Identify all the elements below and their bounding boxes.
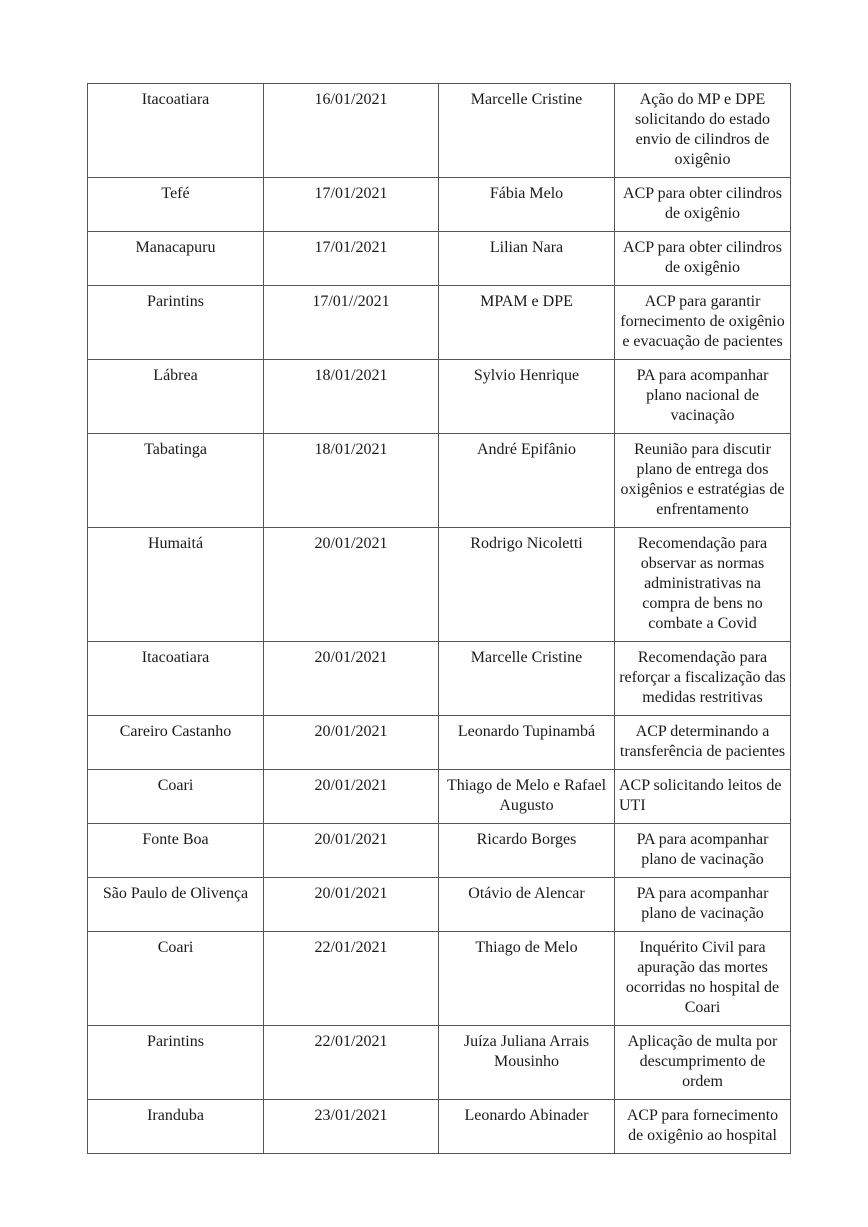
- action-cell: ACP solicitando leitos de UTI: [615, 770, 791, 824]
- date-cell: 20/01/2021: [264, 528, 439, 642]
- action-cell: PA para acompanhar plano de vacinação: [615, 824, 791, 878]
- action-cell: Recomendação para observar as normas administrativas na compra de bens no combate a Covid: [615, 528, 791, 642]
- person-cell: Fábia Melo: [439, 178, 615, 232]
- table-row: [88, 360, 791, 434]
- city-cell: Parintins: [88, 286, 264, 360]
- city-cell: Humaitá: [88, 528, 264, 642]
- action-cell: PA para acompanhar plano de vacinação: [615, 878, 791, 932]
- table-row: [88, 84, 791, 178]
- table-row: [88, 528, 791, 642]
- person-cell: Ricardo Borges: [439, 824, 615, 878]
- action-cell: Inquérito Civil para apuração das mortes ocorridas no hospital de Coari: [615, 932, 791, 1026]
- table-row: [88, 878, 791, 932]
- date-cell: 20/01/2021: [264, 642, 439, 716]
- table-row: [88, 434, 791, 528]
- person-cell: Lilian Nara: [439, 232, 615, 286]
- person-cell: Rodrigo Nicoletti: [439, 528, 615, 642]
- action-cell: ACP para obter cilindros de oxigênio: [615, 178, 791, 232]
- table-row: [88, 178, 791, 232]
- table-row: [88, 1026, 791, 1100]
- city-cell: Tefé: [88, 178, 264, 232]
- action-cell: ACP determinando a transferência de pacientes: [615, 716, 791, 770]
- city-cell: Lábrea: [88, 360, 264, 434]
- city-cell: Tabatinga: [88, 434, 264, 528]
- action-cell: Aplicação de multa por descumprimento de ordem: [615, 1026, 791, 1100]
- city-cell: Careiro Castanho: [88, 716, 264, 770]
- date-cell: 17/01//2021: [264, 286, 439, 360]
- action-cell: ACP para fornecimento de oxigênio ao hospital: [615, 1100, 791, 1154]
- city-cell: Iranduba: [88, 1100, 264, 1154]
- table-row: [88, 286, 791, 360]
- table-row: [88, 642, 791, 716]
- date-cell: 22/01/2021: [264, 1026, 439, 1100]
- city-cell: Coari: [88, 770, 264, 824]
- date-cell: 18/01/2021: [264, 434, 439, 528]
- city-cell: Coari: [88, 932, 264, 1026]
- date-cell: 20/01/2021: [264, 770, 439, 824]
- date-cell: 20/01/2021: [264, 878, 439, 932]
- city-cell: Fonte Boa: [88, 824, 264, 878]
- city-cell: São Paulo de Olivença: [88, 878, 264, 932]
- city-cell: Parintins: [88, 1026, 264, 1100]
- action-cell: Ação do MP e DPE solicitando do estado envio de cilindros de oxigênio: [615, 84, 791, 178]
- date-cell: 17/01/2021: [264, 232, 439, 286]
- action-cell: ACP para obter cilindros de oxigênio: [615, 232, 791, 286]
- person-cell: Leonardo Abinader: [439, 1100, 615, 1154]
- person-cell: MPAM e DPE: [439, 286, 615, 360]
- table-row: [88, 1100, 791, 1154]
- person-cell: Thiago de Melo e Rafael Augusto: [439, 770, 615, 824]
- action-cell: Recomendação para reforçar a fiscalização das medidas restritivas: [615, 642, 791, 716]
- action-cell: PA para acompanhar plano nacional de vacinação: [615, 360, 791, 434]
- city-cell: Itacoatiara: [88, 642, 264, 716]
- action-cell: Reunião para discutir plano de entrega dos oxigênios e estratégias de enfrentamento: [615, 434, 791, 528]
- person-cell: Leonardo Tupinambá: [439, 716, 615, 770]
- table-row: [88, 716, 791, 770]
- person-cell: Marcelle Cristine: [439, 642, 615, 716]
- table-row: [88, 770, 791, 824]
- date-cell: 18/01/2021: [264, 360, 439, 434]
- date-cell: 20/01/2021: [264, 824, 439, 878]
- person-cell: André Epifânio: [439, 434, 615, 528]
- date-cell: 23/01/2021: [264, 1100, 439, 1154]
- person-cell: Juíza Juliana Arrais Mousinho: [439, 1026, 615, 1100]
- city-cell: Itacoatiara: [88, 84, 264, 178]
- date-cell: 22/01/2021: [264, 932, 439, 1026]
- table-row: [88, 232, 791, 286]
- city-cell: Manacapuru: [88, 232, 264, 286]
- table-row: [88, 824, 791, 878]
- date-cell: 16/01/2021: [264, 84, 439, 178]
- date-cell: 17/01/2021: [264, 178, 439, 232]
- person-cell: Thiago de Melo: [439, 932, 615, 1026]
- person-cell: Sylvio Henrique: [439, 360, 615, 434]
- person-cell: Marcelle Cristine: [439, 84, 615, 178]
- person-cell: Otávio de Alencar: [439, 878, 615, 932]
- table-row: [88, 932, 791, 1026]
- date-cell: 20/01/2021: [264, 716, 439, 770]
- records-table: [87, 83, 791, 1154]
- action-cell: ACP para garantir fornecimento de oxigênio e evacuação de pacientes: [615, 286, 791, 360]
